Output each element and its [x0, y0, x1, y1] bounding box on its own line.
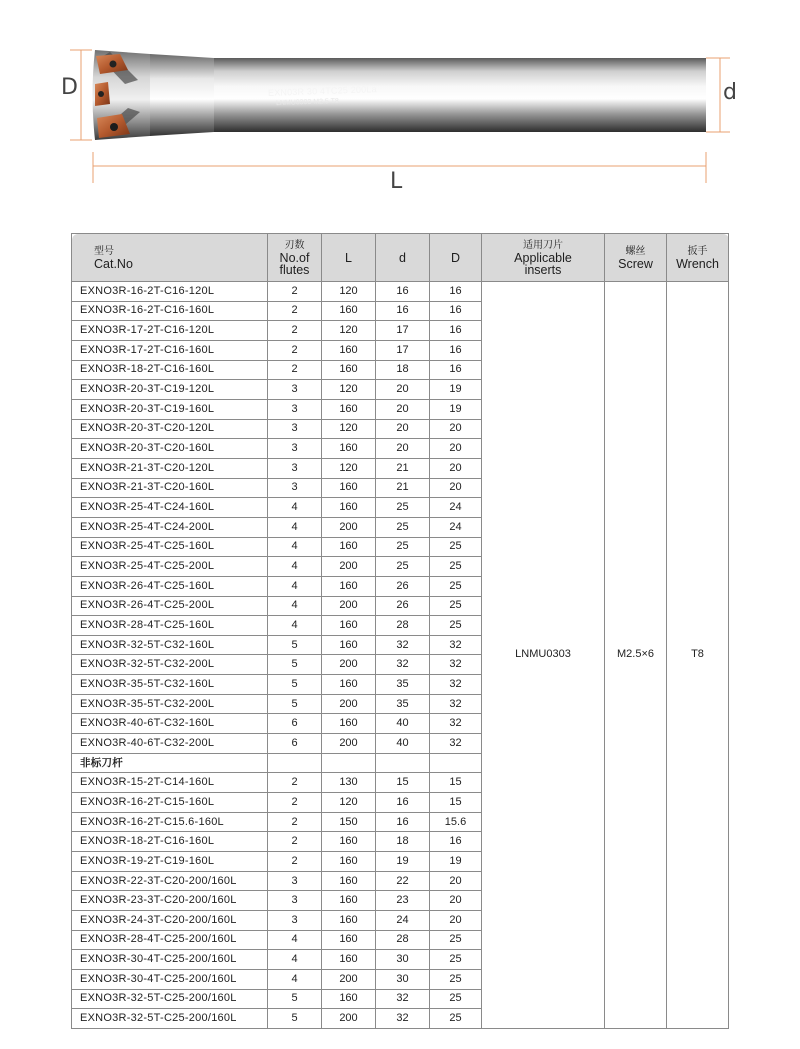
- cat-no-cell: EXNO3R-30-4T-C25-200/160L: [72, 950, 268, 970]
- d-cell: 32: [376, 635, 430, 655]
- section-label: 非标刀杆: [72, 753, 268, 773]
- flutes-cell: 2: [268, 321, 322, 341]
- D-cell: 25: [430, 989, 482, 1009]
- flutes-cell: 4: [268, 596, 322, 616]
- flutes-cell: 2: [268, 812, 322, 832]
- d-cell: 21: [376, 478, 430, 498]
- length-cell: 130: [322, 773, 376, 793]
- length-cell: 120: [322, 793, 376, 813]
- length-cell: 120: [322, 419, 376, 439]
- D-cell: 32: [430, 694, 482, 714]
- d-cell: 24: [376, 911, 430, 931]
- cat-no-cell: EXNO3R-20-3T-C20-160L: [72, 439, 268, 459]
- length-cell: 160: [322, 616, 376, 636]
- cat-no-cell: EXNO3R-22-3T-C20-200/160L: [72, 871, 268, 891]
- screw-cell: M2.5×6: [605, 282, 667, 1029]
- header-L: L: [322, 234, 376, 282]
- flutes-cell: 6: [268, 714, 322, 734]
- flutes-cell: 4: [268, 517, 322, 537]
- D-cell: 32: [430, 635, 482, 655]
- cat-no-cell: EXNO3R-35-5T-C32-200L: [72, 694, 268, 714]
- length-cell: 200: [322, 655, 376, 675]
- D-cell: 25: [430, 576, 482, 596]
- length-cell: 200: [322, 1009, 376, 1029]
- cat-no-cell: EXNO3R-18-2T-C16-160L: [72, 832, 268, 852]
- d-cell: 16: [376, 812, 430, 832]
- flutes-cell: 2: [268, 773, 322, 793]
- flutes-cell: 2: [268, 852, 322, 872]
- cat-no-cell: EXNO3R-18-2T-C16-160L: [72, 360, 268, 380]
- length-cell: 160: [322, 714, 376, 734]
- d-cell: 25: [376, 517, 430, 537]
- flutes-cell: 5: [268, 1009, 322, 1029]
- length-cell: 160: [322, 832, 376, 852]
- cat-no-cell: EXNO3R-23-3T-C20-200/160L: [72, 891, 268, 911]
- length-cell: 160: [322, 439, 376, 459]
- d-cell: 20: [376, 419, 430, 439]
- length-cell: 200: [322, 969, 376, 989]
- flutes-cell: 2: [268, 282, 322, 302]
- D-cell: 20: [430, 891, 482, 911]
- cat-no-cell: EXNO3R-28-4T-C25-160L: [72, 616, 268, 636]
- d-cell: 35: [376, 675, 430, 695]
- length-cell: 120: [322, 282, 376, 302]
- cat-no-cell: EXNO3R-16-2T-C16-160L: [72, 301, 268, 321]
- header-d: d: [376, 234, 430, 282]
- flutes-cell: 5: [268, 694, 322, 714]
- d-cell: 22: [376, 871, 430, 891]
- cat-no-cell: EXNO3R-40-6T-C32-200L: [72, 734, 268, 754]
- length-cell: 200: [322, 596, 376, 616]
- empty-cell: [430, 753, 482, 773]
- flutes-cell: 5: [268, 989, 322, 1009]
- D-cell: 15: [430, 773, 482, 793]
- cat-no-cell: EXNO3R-30-4T-C25-200/160L: [72, 969, 268, 989]
- d-cell: 15: [376, 773, 430, 793]
- length-cell: 200: [322, 557, 376, 577]
- flutes-cell: 4: [268, 950, 322, 970]
- screw-bottom: [110, 123, 118, 131]
- length-cell: 160: [322, 852, 376, 872]
- cat-no-cell: EXNO3R-26-4T-C25-160L: [72, 576, 268, 596]
- header-screw: 螺丝 Screw: [605, 234, 667, 282]
- tool-diagram: [0, 0, 800, 200]
- empty-cell: [376, 753, 430, 773]
- length-cell: 160: [322, 635, 376, 655]
- cat-no-cell: EXNO3R-16-2T-C15.6-160L: [72, 812, 268, 832]
- D-cell: 25: [430, 1009, 482, 1029]
- D-cell: 20: [430, 871, 482, 891]
- d-cell: 18: [376, 832, 430, 852]
- flutes-cell: 3: [268, 478, 322, 498]
- D-cell: 32: [430, 734, 482, 754]
- d-cell: 28: [376, 930, 430, 950]
- length-cell: 160: [322, 498, 376, 518]
- length-cell: 160: [322, 301, 376, 321]
- flutes-cell: 4: [268, 930, 322, 950]
- length-cell: 200: [322, 517, 376, 537]
- table-row: [72, 282, 729, 302]
- length-cell: 160: [322, 950, 376, 970]
- length-cell: 200: [322, 694, 376, 714]
- length-cell: 160: [322, 871, 376, 891]
- flutes-cell: 5: [268, 655, 322, 675]
- length-cell: 160: [322, 537, 376, 557]
- header-inserts: 适用刀片 Applicable inserts: [482, 234, 605, 282]
- length-cell: 160: [322, 576, 376, 596]
- d-cell: 40: [376, 714, 430, 734]
- cat-no-cell: EXNO3R-16-2T-C15-160L: [72, 793, 268, 813]
- cat-no-cell: EXNO3R-25-4T-C25-160L: [72, 537, 268, 557]
- d-cell: 16: [376, 301, 430, 321]
- cat-no-cell: EXNO3R-26-4T-C25-200L: [72, 596, 268, 616]
- D-cell: 15.6: [430, 812, 482, 832]
- cat-no-cell: EXNO3R-19-2T-C19-160L: [72, 852, 268, 872]
- flutes-cell: 2: [268, 301, 322, 321]
- cat-no-cell: EXNO3R-24-3T-C20-200/160L: [72, 911, 268, 931]
- length-cell: 120: [322, 458, 376, 478]
- length-cell: 160: [322, 340, 376, 360]
- length-cell: 200: [322, 734, 376, 754]
- cat-no-cell: EXNO3R-25-4T-C25-200L: [72, 557, 268, 577]
- cat-no-cell: EXNO3R-20-3T-C19-120L: [72, 380, 268, 400]
- spec-table: [71, 233, 729, 1029]
- D-cell: 25: [430, 616, 482, 636]
- D-cell: 25: [430, 537, 482, 557]
- flutes-cell: 5: [268, 635, 322, 655]
- inserts-cell: LNMU0303: [482, 282, 605, 1029]
- D-cell: 25: [430, 557, 482, 577]
- d-cell: 17: [376, 340, 430, 360]
- cat-no-cell: EXNO3R-40-6T-C32-160L: [72, 714, 268, 734]
- flutes-cell: 3: [268, 458, 322, 478]
- length-cell: 150: [322, 812, 376, 832]
- d-cell: 21: [376, 458, 430, 478]
- cat-no-cell: EXNO3R-21-3T-C20-120L: [72, 458, 268, 478]
- shank-engraving-insert: LNMU0303 M2.5 T8: [275, 97, 340, 108]
- D-cell: 25: [430, 596, 482, 616]
- dimension-d-label: d: [723, 80, 737, 105]
- D-cell: 16: [430, 282, 482, 302]
- d-cell: 16: [376, 282, 430, 302]
- D-cell: 20: [430, 911, 482, 931]
- D-cell: 20: [430, 439, 482, 459]
- D-cell: 20: [430, 458, 482, 478]
- cat-no-cell: EXNO3R-20-3T-C20-120L: [72, 419, 268, 439]
- d-cell: 26: [376, 576, 430, 596]
- D-cell: 24: [430, 517, 482, 537]
- cat-no-cell: EXNO3R-32-5T-C25-200/160L: [72, 1009, 268, 1029]
- length-cell: 160: [322, 911, 376, 931]
- d-cell: 25: [376, 498, 430, 518]
- cat-no-cell: EXNO3R-32-5T-C32-200L: [72, 655, 268, 675]
- D-cell: 16: [430, 321, 482, 341]
- cat-no-cell: EXNO3R-25-4T-C24-200L: [72, 517, 268, 537]
- wrench-cell: T8: [667, 282, 729, 1029]
- length-cell: 160: [322, 478, 376, 498]
- D-cell: 19: [430, 852, 482, 872]
- d-cell: 23: [376, 891, 430, 911]
- flutes-cell: 4: [268, 969, 322, 989]
- d-cell: 17: [376, 321, 430, 341]
- length-cell: 160: [322, 675, 376, 695]
- d-cell: 20: [376, 439, 430, 459]
- d-cell: 25: [376, 557, 430, 577]
- D-cell: 19: [430, 399, 482, 419]
- cat-no-cell: EXNO3R-25-4T-C24-160L: [72, 498, 268, 518]
- D-cell: 32: [430, 675, 482, 695]
- d-cell: 35: [376, 694, 430, 714]
- D-cell: 24: [430, 498, 482, 518]
- flutes-cell: 2: [268, 360, 322, 380]
- d-cell: 26: [376, 596, 430, 616]
- D-cell: 25: [430, 969, 482, 989]
- D-cell: 15: [430, 793, 482, 813]
- D-cell: 19: [430, 380, 482, 400]
- D-cell: 20: [430, 419, 482, 439]
- flutes-cell: 3: [268, 439, 322, 459]
- d-cell: 20: [376, 399, 430, 419]
- cat-no-cell: EXNO3R-21-3T-C20-160L: [72, 478, 268, 498]
- d-cell: 18: [376, 360, 430, 380]
- D-cell: 16: [430, 301, 482, 321]
- flutes-cell: 4: [268, 498, 322, 518]
- D-cell: 32: [430, 714, 482, 734]
- D-cell: 25: [430, 950, 482, 970]
- flutes-cell: 2: [268, 832, 322, 852]
- dimension-L-label: L: [390, 169, 403, 194]
- flutes-cell: 4: [268, 616, 322, 636]
- length-cell: 160: [322, 891, 376, 911]
- empty-cell: [322, 753, 376, 773]
- d-cell: 32: [376, 989, 430, 1009]
- flutes-cell: 5: [268, 675, 322, 695]
- d-cell: 19: [376, 852, 430, 872]
- flutes-cell: 3: [268, 419, 322, 439]
- flutes-cell: 3: [268, 911, 322, 931]
- cat-no-cell: EXNO3R-35-5T-C32-160L: [72, 675, 268, 695]
- dimension-D-label: D: [61, 75, 78, 100]
- header-wrench: 扳手 Wrench: [667, 234, 729, 282]
- cat-no-cell: EXNO3R-17-2T-C16-160L: [72, 340, 268, 360]
- D-cell: 25: [430, 930, 482, 950]
- d-cell: 28: [376, 616, 430, 636]
- D-cell: 32: [430, 655, 482, 675]
- screw-top: [110, 61, 117, 68]
- flutes-cell: 2: [268, 793, 322, 813]
- flutes-cell: 4: [268, 557, 322, 577]
- d-cell: 25: [376, 537, 430, 557]
- flutes-cell: 4: [268, 537, 322, 557]
- d-cell: 20: [376, 380, 430, 400]
- d-cell: 32: [376, 1009, 430, 1029]
- spec-table-container: [71, 233, 728, 1029]
- cat-no-cell: EXNO3R-16-2T-C16-120L: [72, 282, 268, 302]
- d-cell: 32: [376, 655, 430, 675]
- flutes-cell: 2: [268, 340, 322, 360]
- d-cell: 16: [376, 793, 430, 813]
- cat-no-cell: EXNO3R-28-4T-C25-200/160L: [72, 930, 268, 950]
- d-cell: 40: [376, 734, 430, 754]
- shank-engraving-model: EXN03R 30 4TC25 200La: [267, 84, 377, 98]
- D-cell: 16: [430, 360, 482, 380]
- length-cell: 160: [322, 399, 376, 419]
- length-cell: 120: [322, 321, 376, 341]
- neck: [150, 54, 214, 136]
- flutes-cell: 6: [268, 734, 322, 754]
- D-cell: 16: [430, 340, 482, 360]
- D-cell: 16: [430, 832, 482, 852]
- cat-no-cell: EXNO3R-32-5T-C25-200/160L: [72, 989, 268, 1009]
- flutes-cell: 3: [268, 380, 322, 400]
- table-header-row: [72, 234, 729, 282]
- flutes-cell: 3: [268, 871, 322, 891]
- flutes-cell: 4: [268, 576, 322, 596]
- length-cell: 160: [322, 930, 376, 950]
- length-cell: 160: [322, 360, 376, 380]
- header-D: D: [430, 234, 482, 282]
- length-cell: 120: [322, 380, 376, 400]
- header-cat-no: 型号 Cat.No: [72, 234, 268, 282]
- d-cell: 30: [376, 969, 430, 989]
- table-body: [72, 282, 729, 1029]
- d-cell: 30: [376, 950, 430, 970]
- cat-no-cell: EXNO3R-32-5T-C32-160L: [72, 635, 268, 655]
- empty-cell: [268, 753, 322, 773]
- cat-no-cell: EXNO3R-17-2T-C16-120L: [72, 321, 268, 341]
- length-cell: 160: [322, 989, 376, 1009]
- header-flutes: 刃数 No.of flutes: [268, 234, 322, 282]
- D-cell: 20: [430, 478, 482, 498]
- flutes-cell: 3: [268, 891, 322, 911]
- flutes-cell: 3: [268, 399, 322, 419]
- cat-no-cell: EXNO3R-15-2T-C14-160L: [72, 773, 268, 793]
- cat-no-cell: EXNO3R-20-3T-C19-160L: [72, 399, 268, 419]
